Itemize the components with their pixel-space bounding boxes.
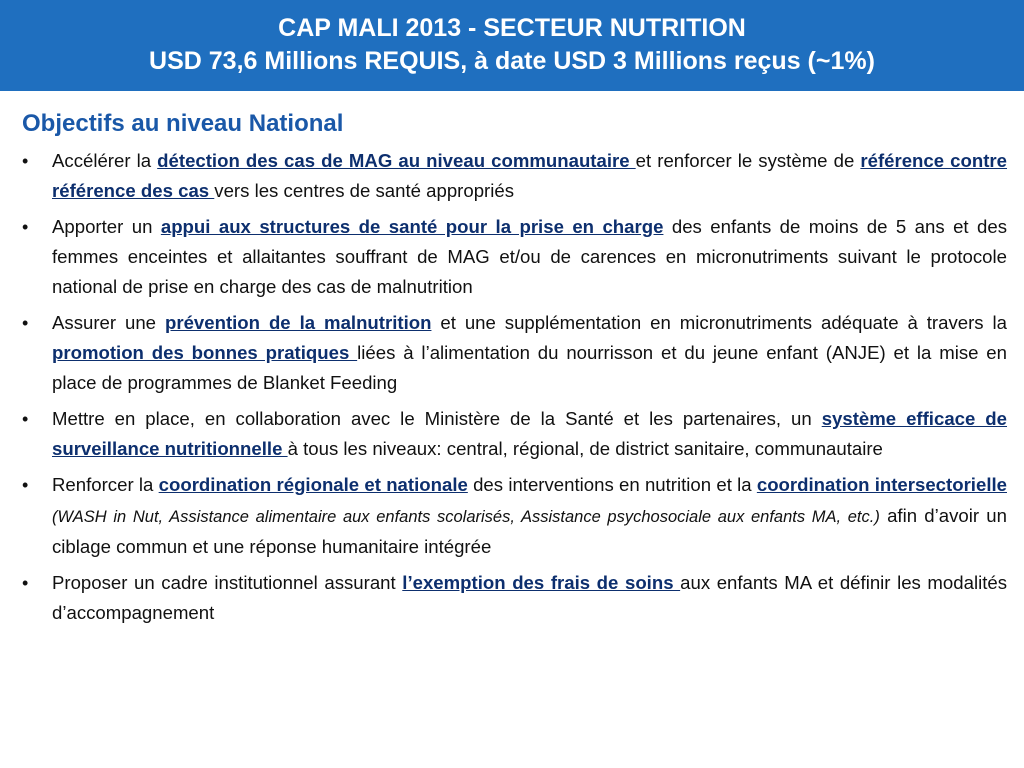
highlight-text: coordination intersectorielle [756,474,1007,495]
bullet-icon: • [22,573,29,593]
bullet-icon: • [22,217,29,237]
item-text: des enfants de moins de 5 ans et des femmes enceintes et allaitantes souffrant de MAG et/ou de carences en micronutriments suivant le protocole national de prise en charge des cas de malnutrition [52,216,1007,297]
bullet-icon: • [22,409,29,429]
list-item [22,146,1007,206]
item-text: et une supplémentation en micronutriments adéquate à travers la [431,312,1007,333]
item-text: afin d’avoir un ciblage commun et une réponse humanitaire intégrée [52,505,1007,557]
highlight-text: système efficace de surveillance nutritionnelle [52,408,1008,459]
bullet-icon: • [22,475,29,495]
item-text: Renforcer la [52,474,159,495]
section-title: Objectifs au niveau National [22,110,344,137]
item-text: vers les centres de santé appropriés [214,180,515,201]
objectives-list [22,146,1007,628]
item-text: Mettre en place, en collaboration avec le Ministère de la Santé et les partenaires, un [52,408,822,429]
list-item [22,404,1007,464]
highlight-text: détection des cas de MAG au niveau communautaire [157,150,636,171]
item-text: Accélérer la [52,150,158,171]
highlight-text: référence contre référence des cas [52,150,1008,201]
item-text: des interventions en nutrition et la [467,474,757,495]
list-item [22,568,1007,628]
slide-content [22,108,1007,634]
highlight-text: prévention de la malnutrition [164,312,432,333]
list-item [22,212,1007,302]
item-text: liées à l’alimentation du nourrisson et du jeune enfant (ANJE) et la mise en place de programmes de Blanket Feeding [52,342,1007,393]
item-text: à tous les niveaux: central, régional, de district sanitaire, communautaire [287,438,883,459]
header-title-line1: CAP MALI 2013 - SECTEUR NUTRITION [278,14,746,42]
highlight-text: l’exemption des frais de soins [402,572,681,593]
item-text: Assurer une [52,312,165,333]
item-text: aux enfants MA et définir les modalités d’accompagnement [52,572,1008,623]
item-text: Apporter un [52,216,161,237]
list-item [22,470,1007,562]
highlight-text: appui aux structures de santé pour la prise en charge [160,216,664,237]
item-text: et renforcer le système de [635,150,861,171]
list-item [22,308,1007,398]
item-text: Proposer un cadre institutionnel assurant [52,572,403,593]
bullet-icon: • [22,313,29,333]
highlight-text: coordination régionale et nationale [158,474,468,495]
highlight-text: promotion des bonnes pratiques [52,342,358,363]
slide-header [0,0,1024,91]
bullet-icon: • [22,151,29,171]
italic-note: (WASH in Nut, Assistance alimentaire aux enfants scolarisés, Assistance psychosociale aux enfants MA, etc.) [52,508,880,526]
header-title-line2: USD 73,6 Millions REQUIS, à date USD 3 Millions reçus (~1%) [149,47,875,75]
